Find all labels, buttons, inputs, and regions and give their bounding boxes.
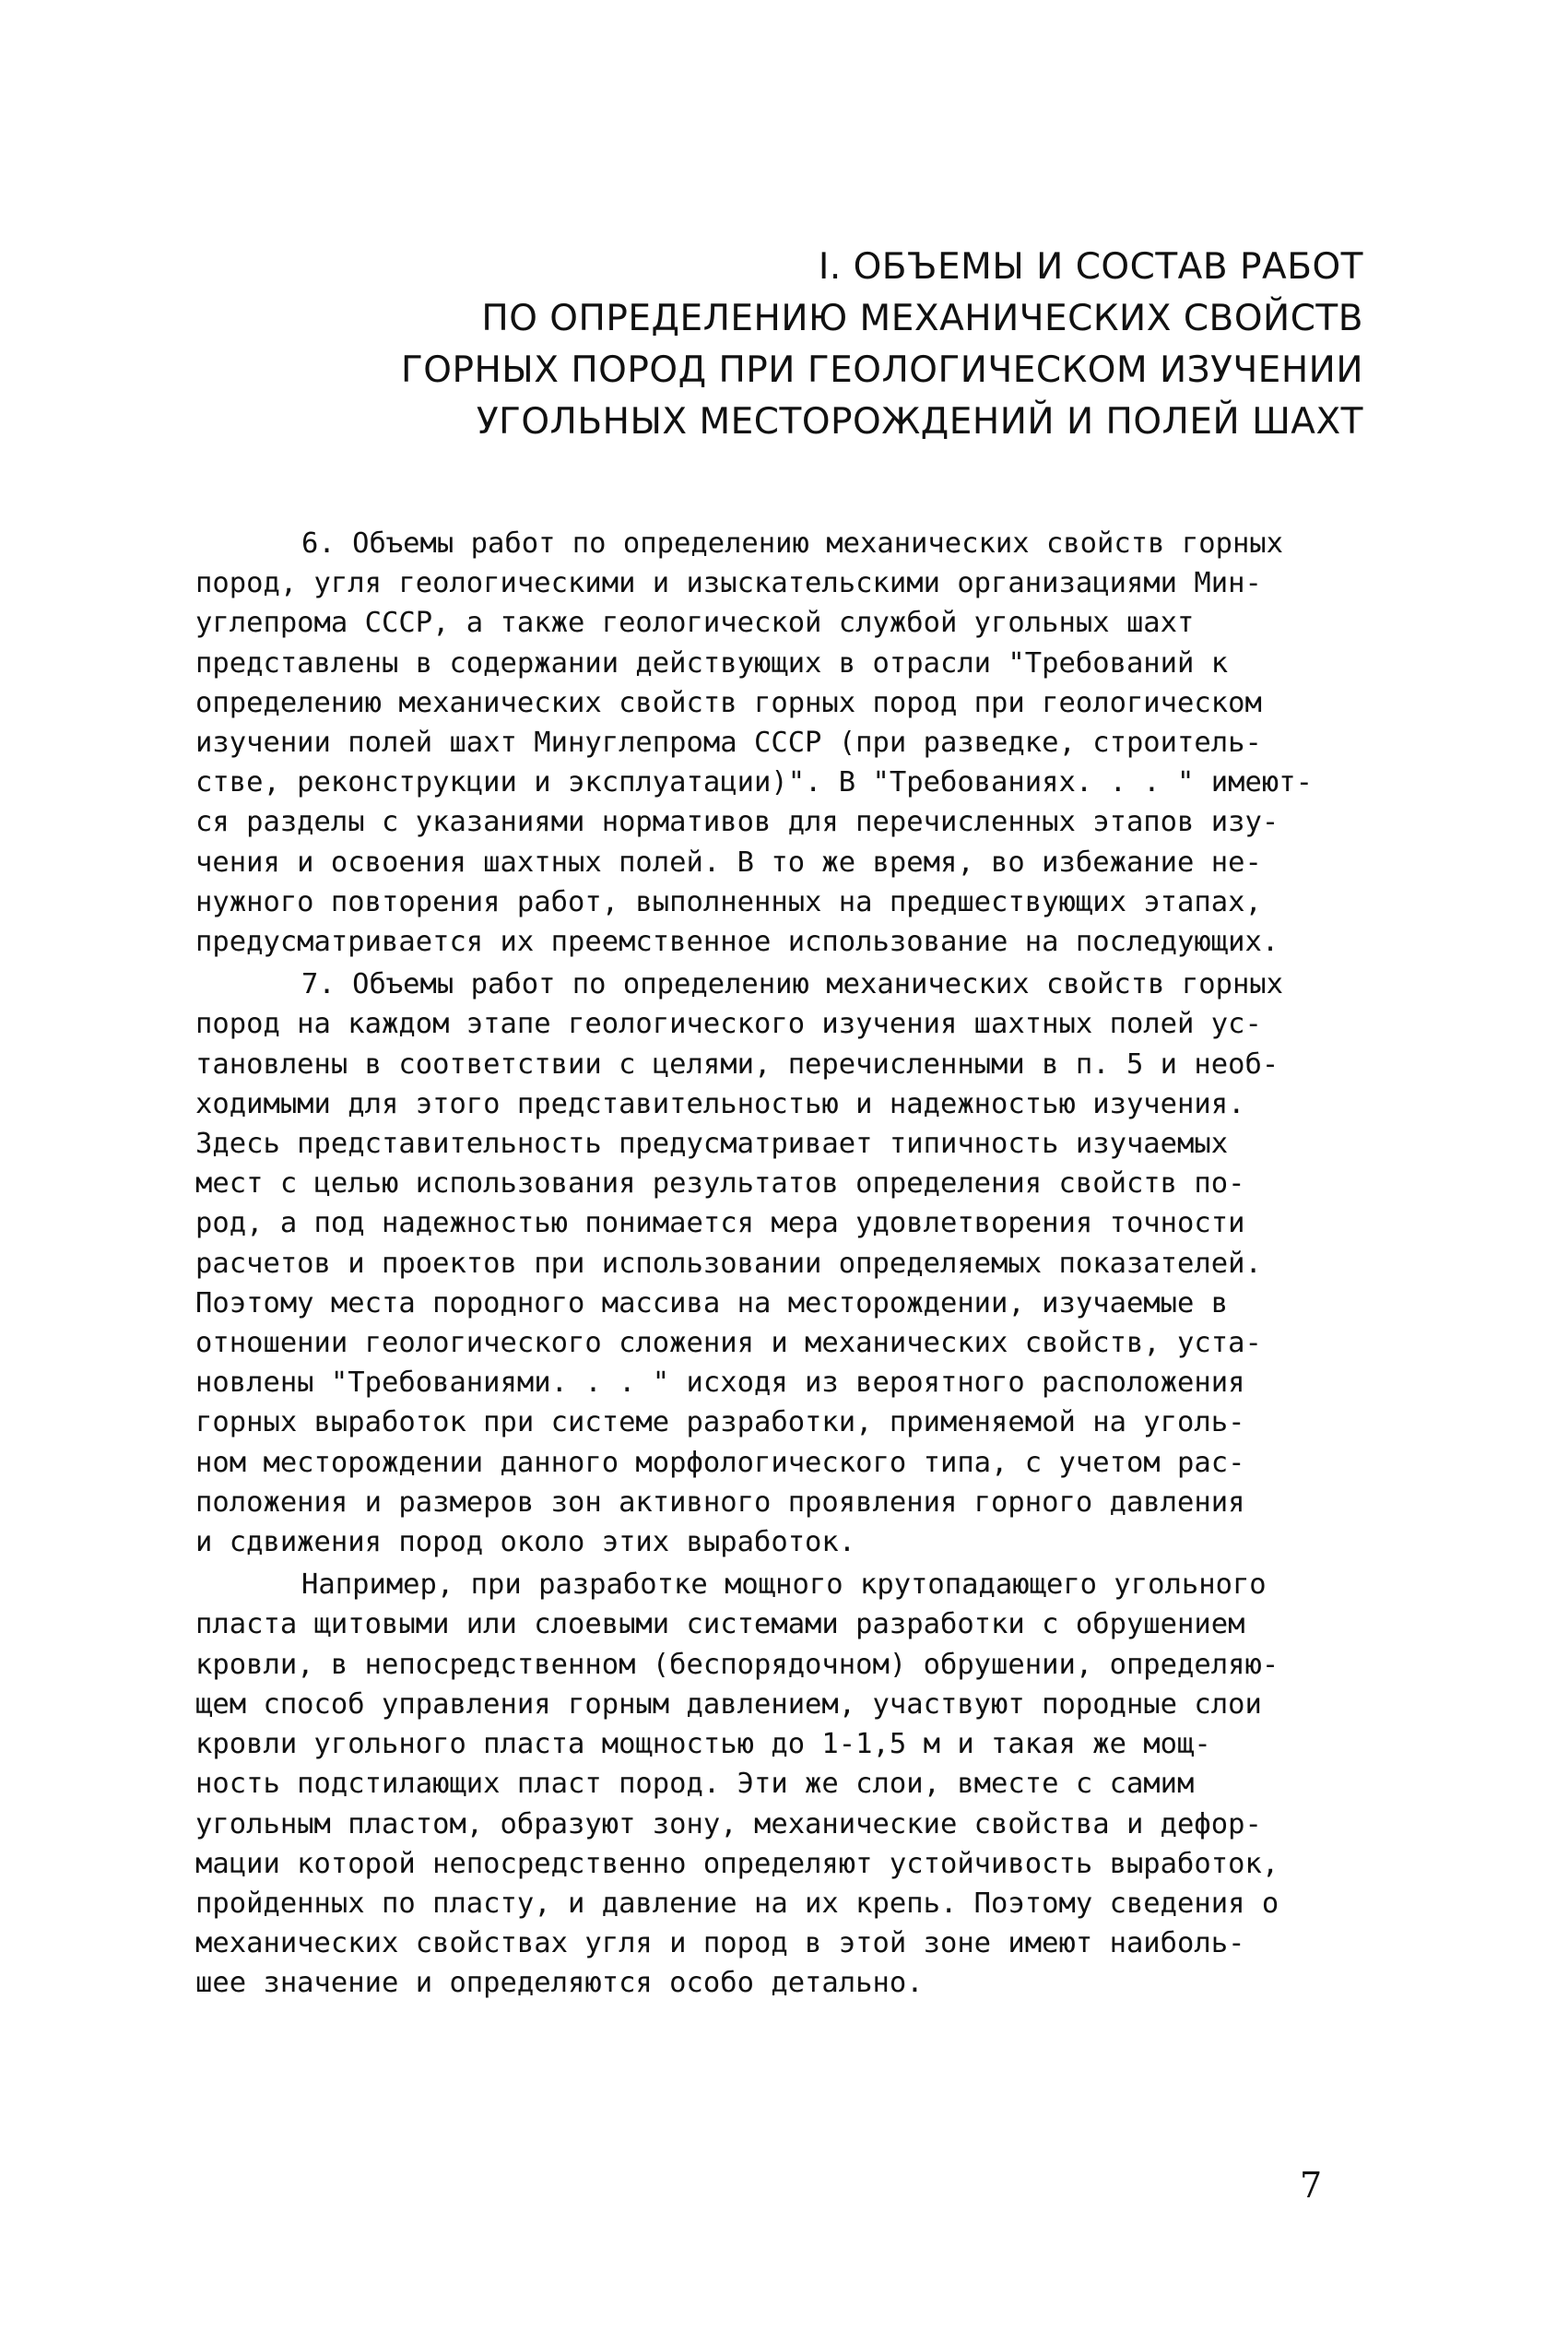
body-text <box>195 524 1403 2006</box>
text-line: ся разделы с указаниями нормативов для перечисленных этапов изу- <box>195 806 1279 839</box>
section-heading <box>331 242 1363 448</box>
text-line: нужного повторения работ, выполненных на предшествующих этапах, <box>195 885 1262 918</box>
text-line: пород, угля геологическими и изыскательскими организациями Мин- <box>195 567 1262 600</box>
text-line: изучении полей шахт Минуглепрома СССР (при разведке, строитель- <box>195 727 1262 760</box>
page-number: 7 <box>1300 2165 1323 2206</box>
text-line: Здесь представительность предусматривает типичность изучаемых <box>195 1128 1229 1161</box>
text-line: представлены в содержании действующих в отрасли "Требований к <box>195 646 1229 680</box>
paragraph-6 <box>195 524 1403 962</box>
text-line: мест с целью использования результатов определения свойств по- <box>195 1167 1245 1201</box>
text-line: горных выработок при системе разработки, применяемой на уголь- <box>195 1406 1245 1439</box>
text-line: новлены "Требованиями. . . " исходя из вероятного расположения <box>195 1367 1245 1400</box>
text-line: расчетов и проектов при использовании определяемых показателей. <box>195 1247 1262 1280</box>
text-line: мации которой непосредственно определяют устойчивость выработок, <box>195 1847 1279 1880</box>
text-line: пройденных по пласту, и давление на их крепь. Поэтому сведения о <box>195 1887 1279 1920</box>
heading-line: ПО ОПРЕДЕЛЕНИЮ МЕХАНИЧЕСКИХ СВОЙСТВ <box>481 298 1363 339</box>
heading-line: I. ОБЪЕМЫ И СОСТАВ РАБОТ <box>818 246 1363 288</box>
text-line: ность подстилающих пласт пород. Эти же слои, вместе с самим <box>195 1768 1195 1801</box>
text-line: род, а под надежностью понимается мера удовлетворения точности <box>195 1207 1245 1240</box>
text-line: положения и размеров зон активного проявления горного давления <box>195 1485 1245 1519</box>
text-line: углепрома СССР, а также геологической службой угольных шахт <box>195 607 1195 640</box>
text-line: механических свойствах угля и пород в этой зоне имеют наиболь- <box>195 1927 1245 1960</box>
text-line: определению механических свойств горных пород при геологическом <box>195 686 1262 719</box>
heading-line: ГОРНЫХ ПОРОД ПРИ ГЕОЛОГИЧЕСКОМ ИЗУЧЕНИИ <box>400 349 1363 391</box>
text-line: ходимыми для этого представительностью и надежностью изучения. <box>195 1087 1245 1120</box>
text-line: предусматривается их преемственное использование на последующих. <box>195 926 1279 959</box>
paragraph-7 <box>195 964 1403 1562</box>
text-line: угольным пластом, образуют зону, механические свойства и дефор- <box>195 1807 1262 1840</box>
text-line: и сдвижения пород около этих выработок. <box>195 1526 856 1559</box>
text-line: 7. Объемы работ по определению механических свойств горных <box>301 968 1284 1001</box>
text-line: стве, реконструкции и эксплуатации)". В "Требованиях. . . " имеют- <box>195 766 1313 799</box>
text-line: чения и освоения шахтных полей. В то же время, во избежание не- <box>195 846 1262 879</box>
text-line: тановлены в соответствии с целями, перечисленными в п. 5 и необ- <box>195 1047 1279 1081</box>
text-line: Например, при разработке мощного крутопадающего угольного <box>301 1568 1267 1602</box>
text-line: кровли угольного пласта мощностью до 1-1,5 м и такая же мощ- <box>195 1728 1211 1761</box>
text-line: пород на каждом этапе геологического изучения шахтных полей ус- <box>195 1008 1262 1041</box>
text-line: Поэтому места породного массива на месторождении, изучаемые в <box>195 1286 1229 1319</box>
text-line: шее значение и определяются особо детально. <box>195 1967 924 2000</box>
text-line: пласта щитовыми или слоевыми системами разработки с обрушением <box>195 1608 1245 1641</box>
text-line: отношении геологического сложения и механических свойств, уста- <box>195 1327 1262 1360</box>
text-line: кровли, в непосредственном (беспорядочном) обрушении, определяю- <box>195 1648 1279 1681</box>
heading-line: УГОЛЬНЫХ МЕСТОРОЖДЕНИЙ И ПОЛЕЙ ШАХТ <box>476 401 1363 443</box>
paragraph-example <box>195 1565 1403 2003</box>
text-line: ном месторождении данного морфологического типа, с учетом рас- <box>195 1446 1245 1479</box>
text-line: щем способ управления горным давлением, участвуют породные слои <box>195 1687 1262 1721</box>
text-line: 6. Объемы работ по определению механических свойств горных <box>301 527 1284 560</box>
